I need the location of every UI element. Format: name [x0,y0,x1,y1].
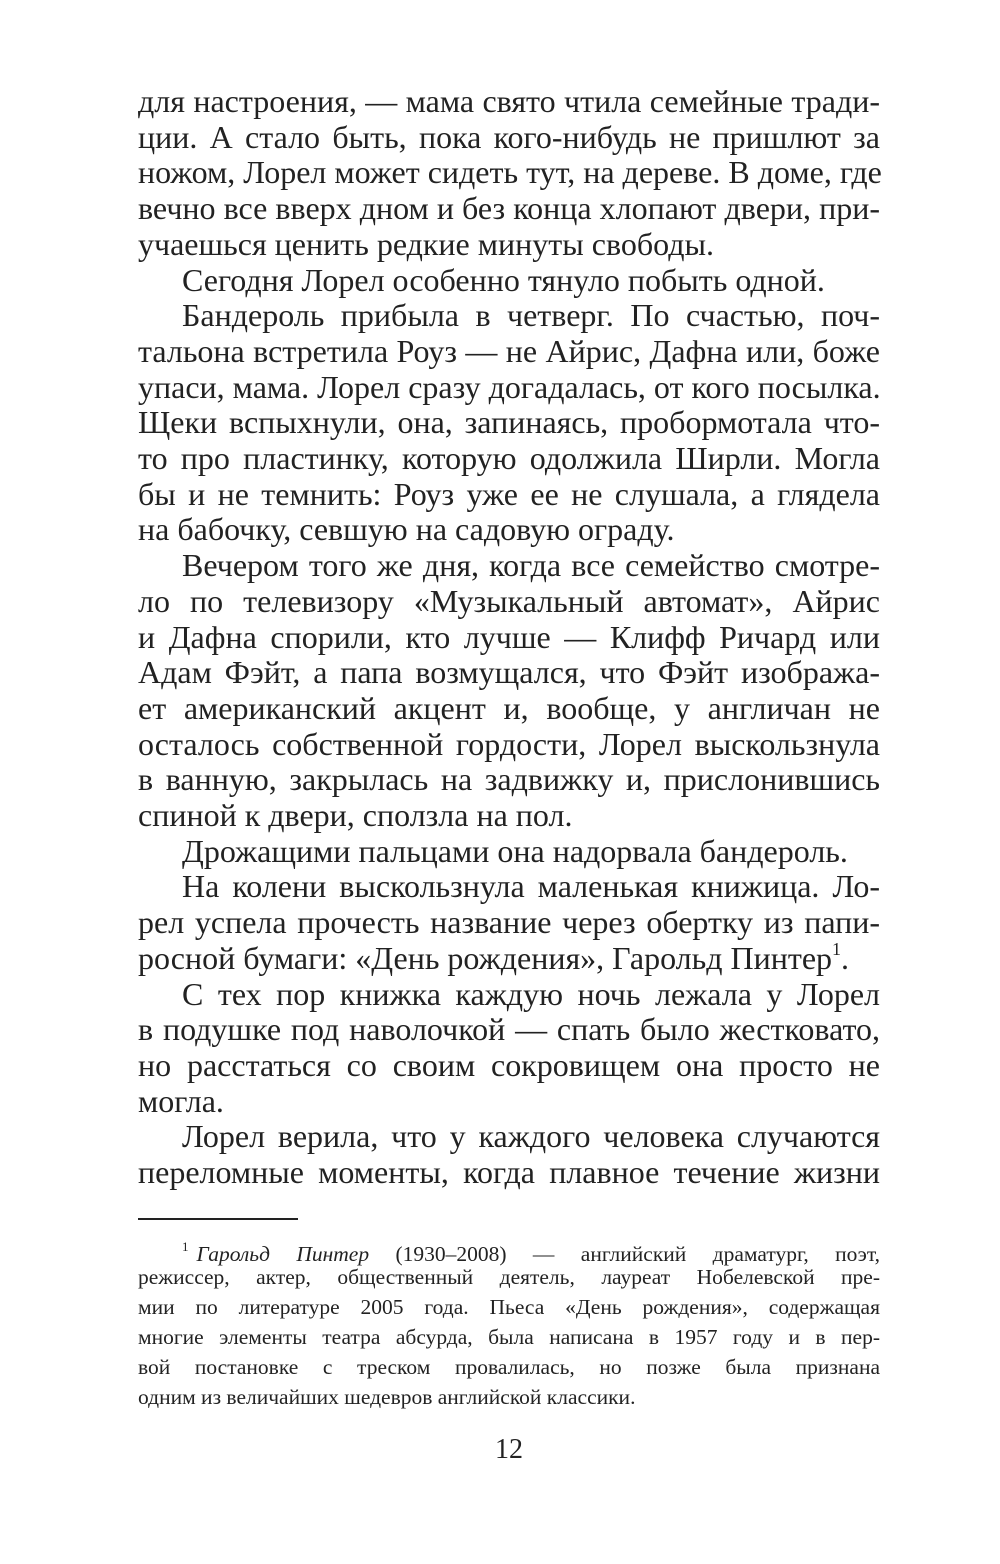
body-line: то про пластинку, которую одолжила Ширли. Могла [138,440,880,476]
body-line: На колени выскользнула маленькая книжица. Ло- [182,868,880,905]
body-line: ножом, Лорел может сидеть тут, на дереве. В доме, где [138,154,882,191]
body-line: Сегодня Лорел особенно тянуло побыть одной. [182,261,825,298]
body-line: бы и не темнить: Роуз уже ее не слушала, а глядела [138,475,880,512]
footnote-line: многие элементы театра абсурда, была написана в 1957 году и в пер- [138,1325,880,1349]
body-line: спиной к двери, сползла на пол. [138,797,573,833]
body-line: переломные моменты, когда плавное течение жизни [138,1154,880,1190]
body-line: Дрожащими пальцами она надорвала бандероль. [182,832,848,869]
body-line: упаси, мама. Лорел сразу догадалась, от кого посылка. [138,368,881,405]
body-line: могла. [138,1082,224,1119]
body-line: но расстаться со своим сокровищем она просто не [138,1046,880,1083]
body-line: ет американский акцент и, вообще, у англичан не [138,689,880,726]
footnote-first-line [182,1232,881,1266]
body-line: рел успела прочесть название через обертку из папи- [138,904,880,941]
footnote-line: мии по литературе 2005 года. Пьеса «День рождения», содержащая [138,1295,880,1319]
footnote-reference[interactable]: 1 [832,938,842,959]
body-line: Адам Фэйт, а папа возмущался, что Фэйт изобража- [138,654,880,691]
footnote-line: одним из величайших шедевров английской классики. [138,1385,636,1409]
body-line: вечно все вверх дном и без конца хлопают двери, при- [138,190,880,227]
page-number: 12 [495,1434,523,1465]
body-line: С тех пор книжка каждую ночь лежала у Лорел [182,975,880,1012]
body-line: тальона встретила Роуз — не Айрис, Дафна или, боже [138,332,880,369]
footnote-line: режиссер, актер, общественный деятель, лауреат Нобелевской пре- [138,1265,880,1289]
body-line-text: росной бумаги: «День рождения», Гарольд Пинтер [138,939,833,976]
body-line: для настроения, — мама свято чтила семейные тради- [138,83,880,119]
body-line: учаешься ценить редкие минуты свободы. [138,225,714,262]
body-line: в ванную, закрылась на задвижку и, прислонившись [138,761,880,798]
body-line: и Дафна спорили, кто лучше — Клифф Ричард или [138,618,880,655]
body-line: в подушке под наволочкой — спать было жестковато, [138,1011,880,1048]
body-line: ции. А стало быть, пока кого-нибудь не пришлют за [138,118,880,155]
footnote-text: (1930–2008) — английский драматург, поэт, [395,1242,881,1266]
footnote-separator [138,1218,298,1220]
body-line: Вечером того же дня, когда все семейство смотре- [182,547,880,584]
body-line: ло по телевизору «Музыкальный автомат», Айрис [138,582,880,619]
body-line: Лорел верила, что у каждого человека случаются [182,1118,880,1155]
footnote-author: Гарольд Пинтер [196,1242,370,1266]
footnote-area [138,0,880,1564]
footnote-line: вой постановке с треском провалилась, но позже была признана [138,1355,880,1379]
body-line: осталось собственной гордости, Лорел выскользнула [138,725,880,762]
sentence-period: . [841,939,850,976]
body-line: Бандероль прибыла в четверг. По счастью, поч- [182,297,880,334]
body-line: на бабочку, севшую на садовую ограду. [138,511,675,548]
footnote-marker: 1 [182,1239,189,1254]
body-line: Щеки вспыхнули, она, запинаясь, пробормотала что- [138,404,880,441]
